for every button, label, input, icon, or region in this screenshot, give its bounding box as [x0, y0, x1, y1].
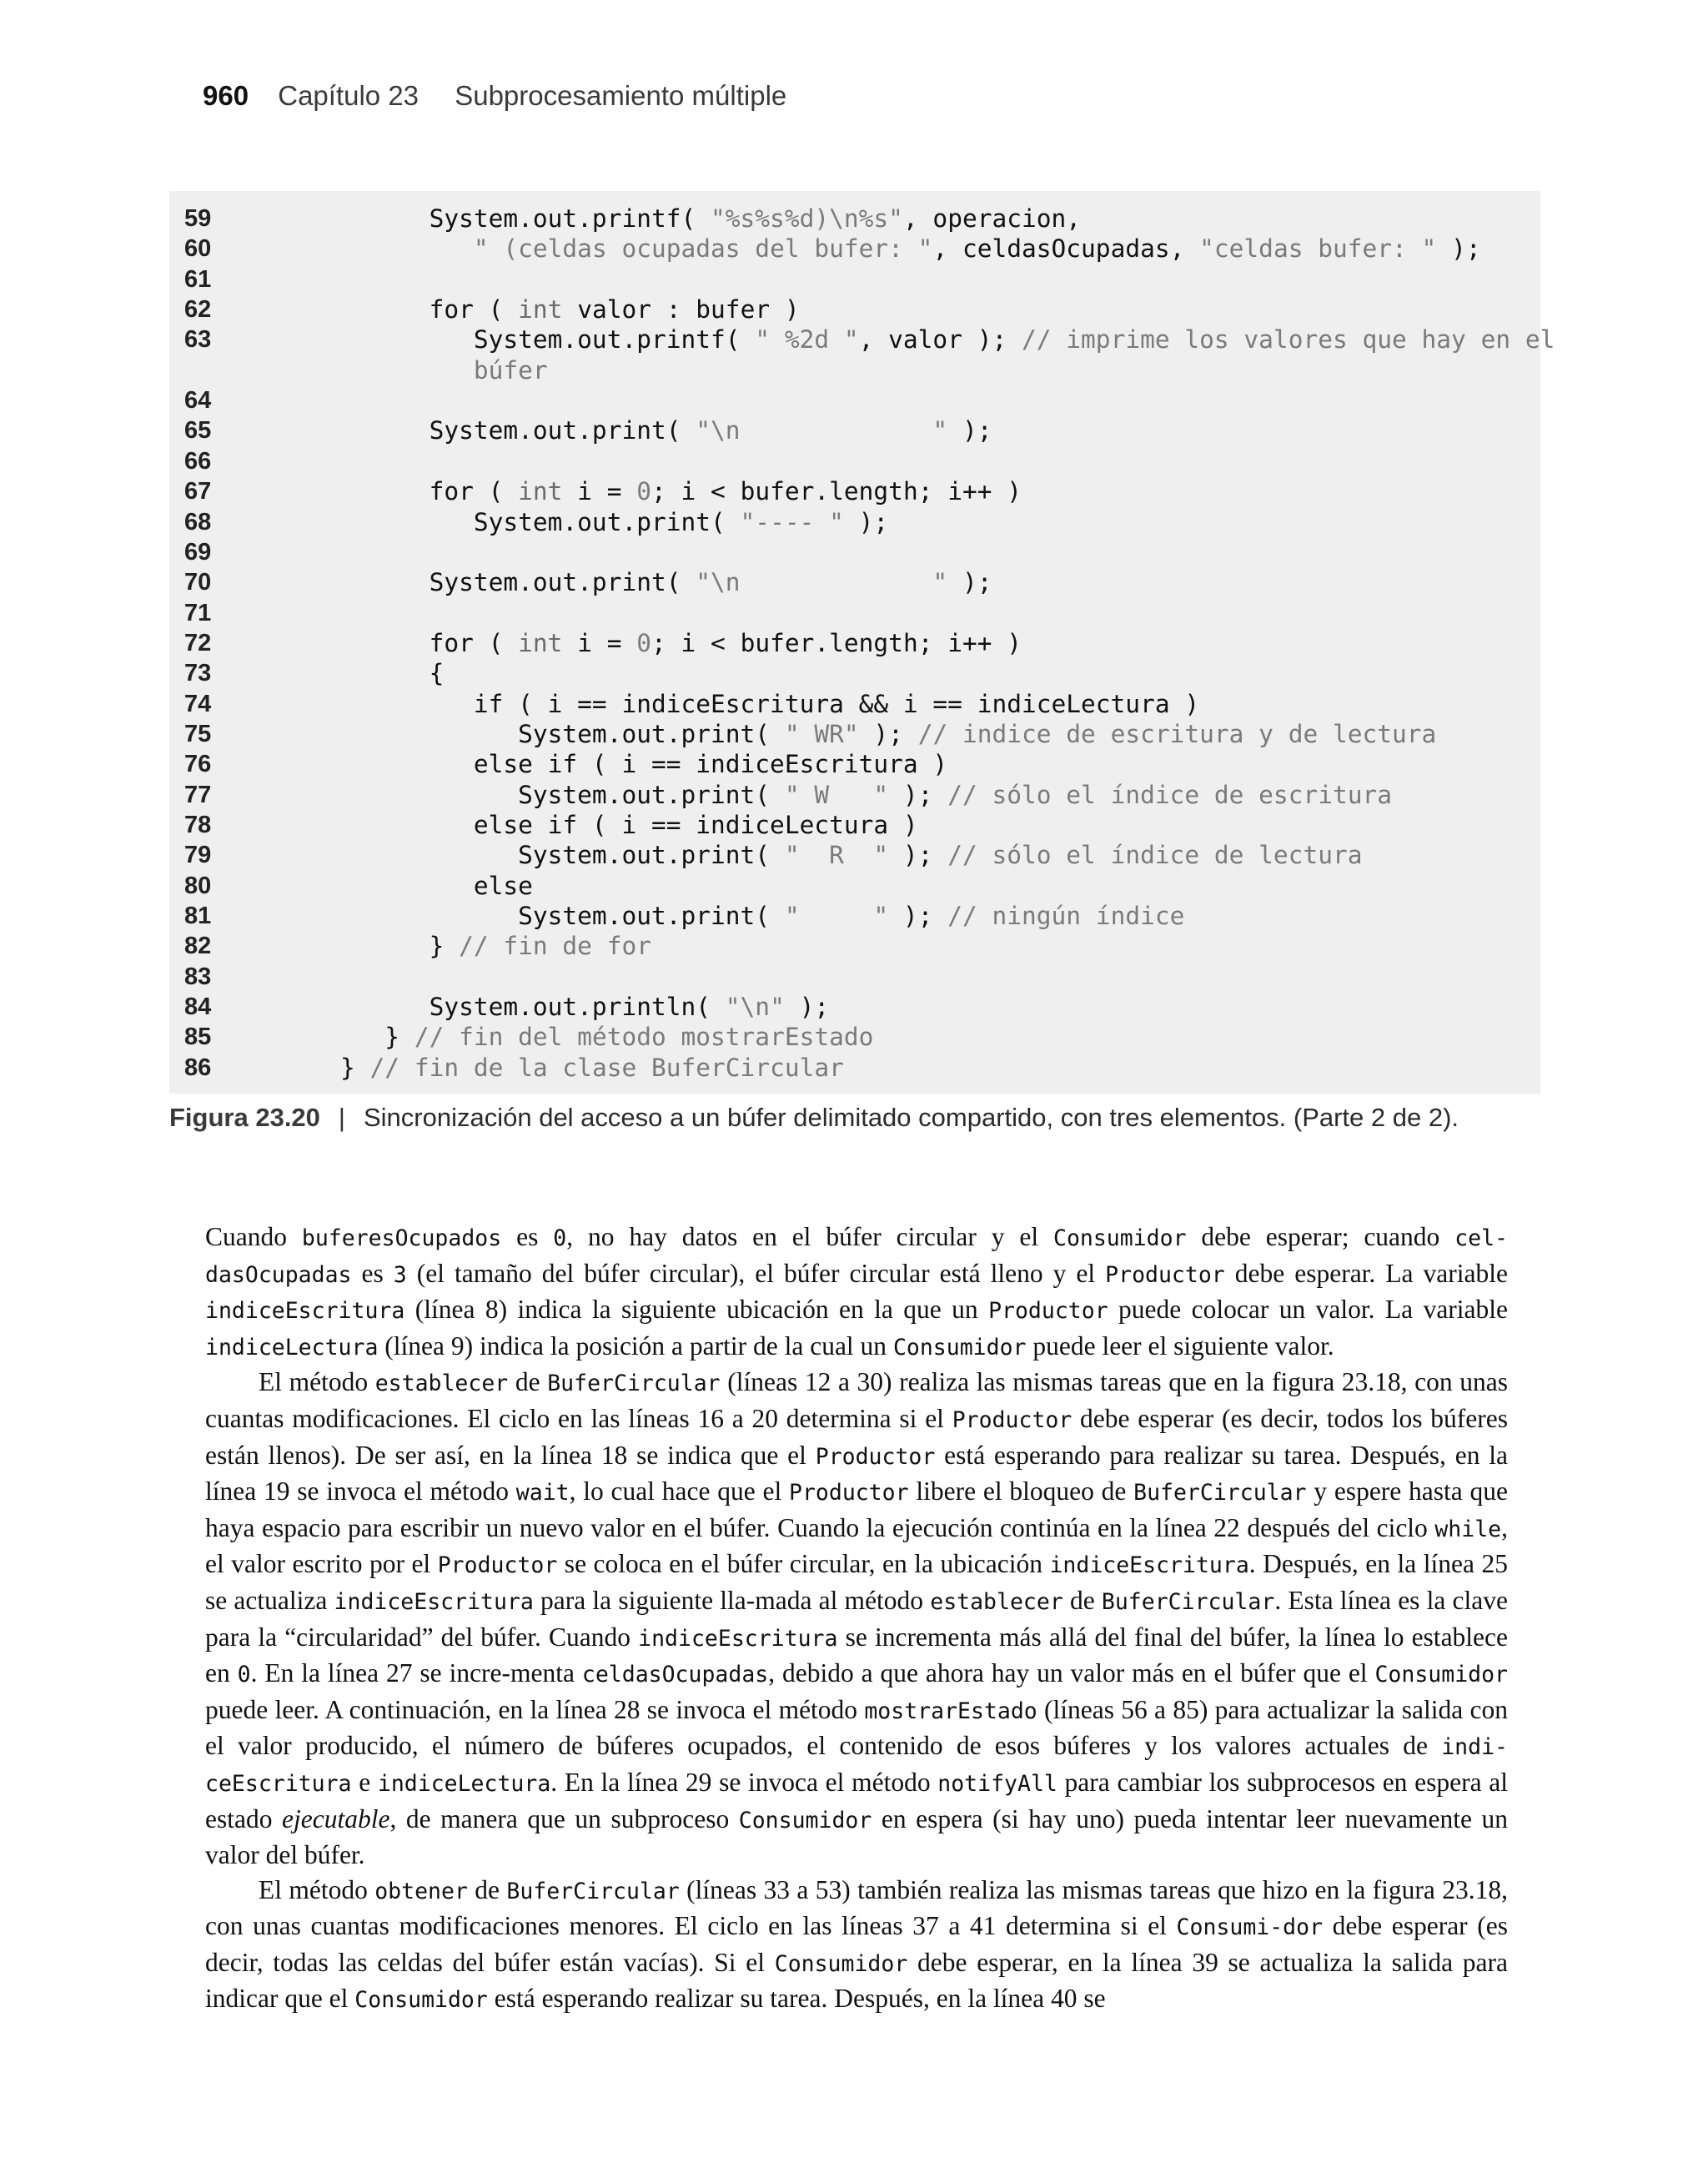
inline-code: Consumidor: [738, 1807, 872, 1833]
code-listing: [169, 191, 1555, 1094]
inline-code: indi-ceEscritura: [205, 1734, 1508, 1797]
code-text: [340, 780, 1392, 810]
chapter-title: Subprocesamiento múltiple: [455, 80, 787, 111]
code-token: for (: [340, 477, 519, 506]
code-text: [340, 810, 918, 840]
code-token: [340, 234, 474, 263]
code-token: );: [947, 416, 992, 445]
text-run: (línea 8) indica la siguiente ubicación en la que un: [404, 1295, 989, 1325]
code-token: " (celdas ocupadas del bufer: ": [473, 234, 933, 264]
code-token: " %2d ": [755, 325, 859, 355]
code-token: else if ( i == indiceLectura ): [340, 811, 918, 839]
line-number: 86: [184, 1054, 212, 1081]
inline-code: celdasOcupadas: [581, 1662, 769, 1688]
text-run: debe esperar (es decir, todas las celdas del búfer están vacías). Si el: [205, 1911, 1509, 1977]
code-token: , celdasOcupadas,: [932, 234, 1200, 264]
text-run: debe esperar, en la línea 39 se actualiza la salida para indicar que el: [205, 1947, 1508, 2014]
inline-code: Consumidor: [892, 1334, 1027, 1361]
inline-code: Productor: [1105, 1261, 1225, 1288]
body-text: [205, 1220, 1508, 2018]
line-number: 85: [184, 1024, 212, 1051]
code-token: }: [340, 932, 460, 961]
code-token: " WR": [784, 719, 859, 748]
line-number: 64: [184, 387, 212, 415]
code-token: // indice de escritura y de lectura: [917, 719, 1437, 748]
code-token: " ": [784, 902, 889, 931]
inline-code: indiceEscritura: [205, 1298, 405, 1325]
inline-code: BuferCircular: [1133, 1480, 1307, 1506]
code-text: [340, 567, 992, 597]
line-number: 81: [184, 903, 212, 930]
line-number: 83: [184, 963, 212, 990]
figure-label: Figura 23.20: [169, 1103, 320, 1132]
text-run: debe esperar. La variable: [1224, 1258, 1508, 1288]
inline-code: cel-: [1454, 1225, 1509, 1251]
text-run: (líneas 12 a 30) realiza las mismas tareas que en la figura 23.18, con unas cuantas modificaciones. El ciclo en las líneas 16 a 20 determina si el: [205, 1367, 1509, 1433]
line-number: 67: [184, 478, 212, 506]
code-text: [340, 1053, 844, 1083]
code-text: [340, 992, 829, 1022]
code-token: , operacion,: [902, 204, 1082, 233]
line-number: 75: [184, 720, 212, 747]
text-run: para la siguiente lla-mada al método: [533, 1585, 931, 1615]
inline-code: 3: [393, 1261, 407, 1288]
code-token: ; i < bufer.length; i++ ): [651, 477, 1022, 506]
text-run: , debido a que ahora hay un valor más en el búfer que el: [768, 1658, 1375, 1688]
code-token: for (: [340, 295, 519, 324]
line-number: 78: [184, 812, 212, 838]
text-run: , no hay datos en el búfer circular y el: [566, 1222, 1053, 1251]
inline-code: obtener: [374, 1878, 468, 1904]
line-number: 66: [184, 447, 212, 475]
text-run: es: [501, 1222, 554, 1251]
inline-code: Consumidor: [354, 1987, 488, 2014]
inline-code: establecer: [374, 1371, 509, 1397]
inline-code: Productor: [789, 1480, 909, 1506]
emphasis: ejecutable: [282, 1803, 390, 1833]
text-run: . En la línea 29 se invoca el método: [550, 1767, 938, 1797]
text-run: se coloca en el búfer circular, en la ubicación: [557, 1549, 1050, 1579]
inline-code: dasOcupadas: [205, 1261, 352, 1288]
line-number: 77: [184, 781, 212, 808]
text-run: debe esperar; cuando: [1186, 1222, 1455, 1251]
code-token: );: [947, 568, 992, 597]
code-token: // fin de for: [459, 932, 651, 961]
text-run: . Esta línea es la clave para la “circularidad” del búfer. Cuando: [205, 1585, 1508, 1652]
code-token: int: [518, 295, 563, 324]
code-token: // fin del método mostrarEstado: [414, 1023, 874, 1052]
code-token: "\n": [725, 993, 785, 1022]
page-number: 960: [203, 80, 249, 111]
text-run: está esperando para realizar su tarea. Después, en la línea 19 se invoca el método: [205, 1440, 1508, 1506]
line-number: 59: [184, 205, 212, 232]
code-text: [340, 749, 947, 779]
code-text: [340, 658, 444, 688]
code-text: [340, 871, 533, 901]
line-number: 73: [184, 660, 212, 687]
code-token: );: [784, 993, 830, 1022]
text-run: y espere hasta que haya espacio para escribir un nuevo valor en el búfer. Cuando la ejecución continúa en la línea 22 después del ciclo: [205, 1476, 1509, 1542]
code-token: i =: [562, 477, 637, 506]
inline-code: wait: [515, 1480, 570, 1506]
text-run: está esperando realizar su tarea. Después, en la línea 40 se: [487, 1984, 1106, 2014]
text-run: (líneas 33 a 53) también realiza las mismas tareas que hizo en la figura 23.18, con unas cuantas modificaciones menores. El ciclo en las líneas 37 a 41 determina si el: [205, 1874, 1509, 1941]
page-header: [203, 80, 786, 112]
inline-code: Productor: [437, 1552, 558, 1579]
code-token: System.out.print(: [340, 568, 696, 597]
code-token: "celdas bufer: ": [1199, 234, 1437, 264]
code-token: valor : bufer ): [562, 295, 800, 324]
line-number: 62: [184, 296, 212, 324]
text-run: para cambiar los subprocesos en espera al estado: [205, 1767, 1508, 1833]
figure-caption: [169, 1103, 1459, 1133]
code-token: }: [340, 1053, 370, 1082]
code-token: System.out.println(: [340, 993, 726, 1022]
text-run: , lo cual hace que el: [569, 1476, 789, 1506]
code-token: // fin de la clase BuferCircular: [369, 1053, 844, 1082]
chapter-label: Capítulo 23: [278, 80, 419, 111]
line-number: 69: [184, 538, 212, 566]
code-token: // ningún índice: [947, 902, 1185, 931]
text-run: El método: [259, 1367, 375, 1397]
text-run: de: [1062, 1585, 1102, 1615]
caption-separator: |: [338, 1103, 345, 1132]
code-token: "---- ": [740, 507, 844, 536]
code-token: int: [518, 477, 563, 506]
text-run: puede leer. A continuación, en la línea 28 se invoca el método: [205, 1694, 865, 1724]
code-token: );: [888, 902, 948, 931]
code-token: "\n ": [696, 568, 948, 597]
code-token: System.out.print(: [340, 719, 785, 748]
text-run: e: [351, 1767, 378, 1797]
line-number: 79: [184, 842, 212, 869]
inline-code: while: [1434, 1516, 1502, 1542]
text-run: El método: [259, 1874, 375, 1904]
code-token: System.out.print(: [340, 780, 785, 809]
line-number: 71: [184, 599, 212, 626]
code-token: " R ": [784, 841, 889, 870]
line-number: 80: [184, 872, 212, 899]
text-run: se incrementa más allá del final del búfer, la línea lo establece en: [205, 1622, 1508, 1688]
text-run: (línea 9) indica la posición a partir de la cual un: [378, 1330, 893, 1361]
code-token: , valor );: [858, 325, 1022, 355]
code-text: [340, 628, 1022, 658]
code-text: [340, 507, 888, 537]
inline-code: BuferCircular: [547, 1371, 721, 1397]
code-token: int: [518, 628, 563, 657]
inline-code: 0: [237, 1662, 251, 1688]
text-run: puede colocar un valor. La variable: [1108, 1295, 1509, 1325]
code-token: );: [888, 780, 948, 809]
code-token: i =: [562, 628, 637, 657]
code-token: );: [843, 507, 889, 536]
code-token: ; i < bufer.length; i++ ): [651, 628, 1022, 657]
text-run: libere el bloqueo de: [908, 1476, 1134, 1506]
caption-text: Sincronización del acceso a un búfer delimitado compartido, con tres elementos. (Parte 2 de 2).: [363, 1103, 1459, 1132]
code-text: [340, 355, 548, 385]
line-number: 68: [184, 508, 212, 536]
code-token: }: [340, 1023, 414, 1052]
text-run: es: [351, 1258, 394, 1288]
code-text: [340, 689, 1199, 719]
inline-code: BuferCircular: [506, 1878, 680, 1904]
code-text: [340, 324, 1555, 355]
code-token: else if ( i == indiceEscritura ): [340, 750, 948, 779]
code-token: System.out.printf(: [340, 204, 711, 233]
code-text: [340, 1022, 873, 1052]
inline-code: Productor: [952, 1406, 1073, 1433]
line-number: 61: [184, 265, 212, 293]
line-number: 84: [184, 993, 212, 1021]
inline-code: establecer: [930, 1588, 1063, 1615]
body-paragraph: [205, 1873, 1508, 2018]
inline-code: BuferCircular: [1101, 1588, 1275, 1615]
inline-code: indiceEscritura: [334, 1588, 534, 1615]
text-run: en espera (si hay uno) pueda intentar leer nuevamente un valor del búfer.: [205, 1803, 1508, 1870]
inline-code: Consumidor: [774, 1950, 908, 1977]
inline-code: Consumidor: [1374, 1662, 1509, 1688]
code-token: "%s%s%d)\n%s": [711, 204, 903, 233]
code-text: [340, 901, 1184, 931]
code-text: [340, 294, 800, 324]
code-text: [340, 415, 992, 445]
code-token: // imprime los valores que hay en el: [1022, 325, 1555, 355]
code-text: [340, 234, 1481, 264]
inline-code: Productor: [815, 1443, 936, 1470]
code-token: System.out.printf(: [340, 325, 756, 355]
line-number: 70: [184, 569, 212, 596]
line-number: 72: [184, 629, 212, 656]
inline-code: indiceEscritura: [1049, 1552, 1249, 1579]
code-text: [340, 931, 651, 961]
code-token: " W ": [784, 780, 889, 809]
line-number: 76: [184, 751, 212, 778]
code-text: [340, 840, 1363, 870]
text-run: , el valor escrito por el: [205, 1512, 1508, 1579]
line-number: 63: [184, 326, 212, 354]
text-run: . En la línea 27 se incre-menta: [250, 1658, 582, 1688]
line-number: 74: [184, 690, 212, 717]
text-run: de: [467, 1874, 507, 1904]
body-paragraph: [205, 1220, 1508, 1365]
text-run: (el tamaño del búfer circular), el búfer circular está lleno y el: [406, 1258, 1106, 1288]
code-text: [340, 719, 1436, 749]
code-token: // sólo el índice de lectura: [947, 841, 1363, 870]
text-run: debe esperar (es decir, todos los búferes están llenos). De ser así, en la línea 18 se indica que el: [205, 1403, 1508, 1470]
inline-code: indiceLectura: [377, 1770, 551, 1797]
inline-code: indiceLectura: [205, 1334, 379, 1361]
text-run: Cuando: [205, 1222, 302, 1251]
inline-code: notifyAll: [937, 1770, 1057, 1797]
code-token: "\n ": [696, 416, 948, 445]
text-run: de: [508, 1367, 548, 1397]
inline-code: Productor: [988, 1298, 1108, 1325]
inline-code: mostrarEstado: [864, 1698, 1037, 1724]
code-text: [340, 204, 1081, 234]
code-token: // sólo el índice de escritura: [947, 780, 1393, 809]
body-paragraph: [205, 1365, 1508, 1872]
code-token: System.out.print(: [340, 841, 785, 870]
code-token: 0: [636, 628, 652, 657]
inline-code: Consumidor: [1052, 1225, 1187, 1251]
text-run: puede leer el siguiente valor.: [1026, 1330, 1334, 1361]
code-token: System.out.print(: [340, 902, 785, 931]
code-text: [340, 476, 1022, 506]
code-token: );: [888, 841, 948, 870]
code-token: else: [340, 871, 533, 900]
text-run: . Después, en la línea 25 se actualiza: [205, 1549, 1508, 1615]
inline-code: indiceEscritura: [638, 1625, 838, 1652]
code-token: System.out.print(: [340, 507, 741, 536]
line-number: 60: [184, 235, 212, 263]
code-token: for (: [340, 628, 519, 657]
code-token: búfer: [340, 355, 548, 385]
inline-code: buferesOcupados: [301, 1225, 502, 1251]
code-token: );: [1436, 234, 1481, 264]
inline-code: 0: [553, 1225, 567, 1251]
text-run: , de manera que un subproceso: [389, 1803, 739, 1833]
code-token: if ( i == indiceEscritura && i == indiceLectura ): [340, 689, 1200, 718]
text-run: (líneas 56 a 85) para actualizar la salida con el valor producido, el número de búferes ocupados, el contenido de esos búferes y los valores actuales de: [205, 1694, 1508, 1761]
inline-code: Consumi-dor: [1176, 1914, 1324, 1941]
code-token: {: [340, 659, 445, 688]
line-number: 82: [184, 933, 212, 960]
code-token: );: [858, 719, 918, 748]
code-token: 0: [636, 477, 652, 506]
line-number: 65: [184, 417, 212, 445]
code-token: System.out.print(: [340, 416, 696, 445]
